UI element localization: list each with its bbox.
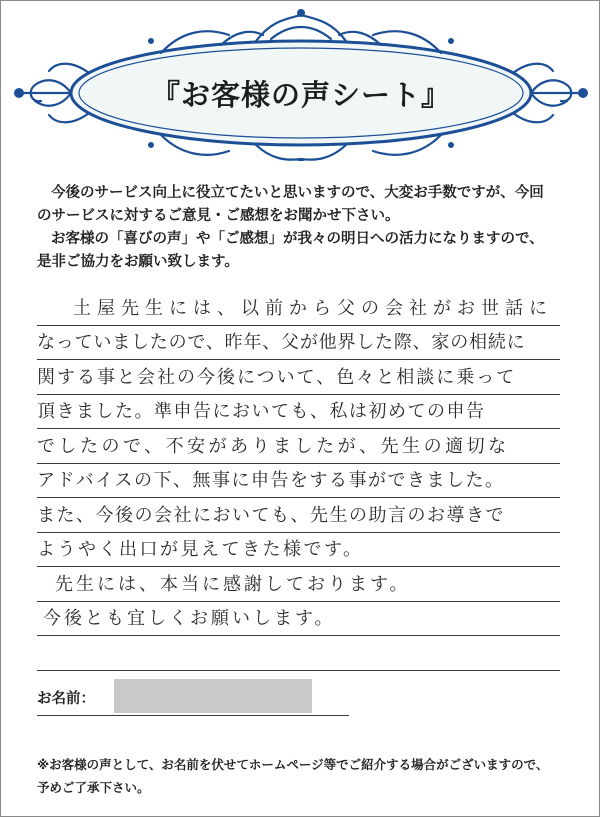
comment-line: 関する事と会社の今後について、色々と相談に乗って bbox=[37, 366, 517, 388]
intro-line: のサービスに対するご意見・ご感想をお聞かせ下さい。 bbox=[37, 208, 400, 224]
footnote-line: 予めご了承下さい。 bbox=[37, 780, 150, 795]
comment-row bbox=[37, 464, 560, 499]
comment-row bbox=[37, 533, 560, 568]
intro-line: お客様の「喜びの声」や「ご感想」が我々の明日への活力になりますので、 bbox=[51, 231, 544, 247]
footnote bbox=[37, 753, 577, 799]
comment-line: 土屋先生には、以前から父の会社がお世話に bbox=[73, 297, 553, 319]
intro-text bbox=[37, 182, 577, 274]
comment-row bbox=[37, 498, 560, 533]
name-label: お名前： bbox=[37, 691, 95, 707]
comment-row bbox=[37, 395, 560, 430]
page-title: 『お客様の声シート』 bbox=[150, 78, 451, 112]
comment-row bbox=[37, 326, 560, 361]
comment-row bbox=[37, 567, 560, 602]
comment-row bbox=[37, 360, 560, 395]
comment-row bbox=[37, 636, 560, 671]
comment-line: 先生には、本当に感謝しております。 bbox=[55, 573, 411, 595]
footnote-line: ※お客様の声として、お名前を伏せてホームページ等でご紹介する場合がございますので、 bbox=[37, 757, 549, 772]
comment-line: ようやく出口が見えてきた様です。 bbox=[37, 539, 364, 560]
comment-row bbox=[37, 602, 560, 637]
comment-row bbox=[37, 291, 560, 326]
intro-line: 是非ご協力をお願い致します。 bbox=[37, 254, 239, 270]
comment-row bbox=[37, 429, 560, 464]
comment-line: なっていましたので、昨年、父が他界した際、家の相続に bbox=[37, 332, 526, 353]
comment-line: また、今後の会社においても、先生の助言のお導きで bbox=[37, 504, 505, 526]
comment-line: アドバイスの下、無事に申告をする事ができました。 bbox=[37, 470, 505, 491]
handwritten-comment bbox=[37, 291, 560, 671]
comment-line: 頂きました。準申告においても、私は初めての申告 bbox=[37, 401, 486, 422]
comment-line: 今後とも宜しくお願いします。 bbox=[43, 608, 336, 629]
comment-line: でしたので、不安がありましたが、先生の適切な bbox=[37, 435, 510, 457]
redacted-name bbox=[114, 679, 312, 713]
name-underline bbox=[37, 715, 349, 716]
intro-line: 今後のサービス向上に役立てたいと思いますので、大変お手数ですが、今回 bbox=[51, 185, 544, 201]
